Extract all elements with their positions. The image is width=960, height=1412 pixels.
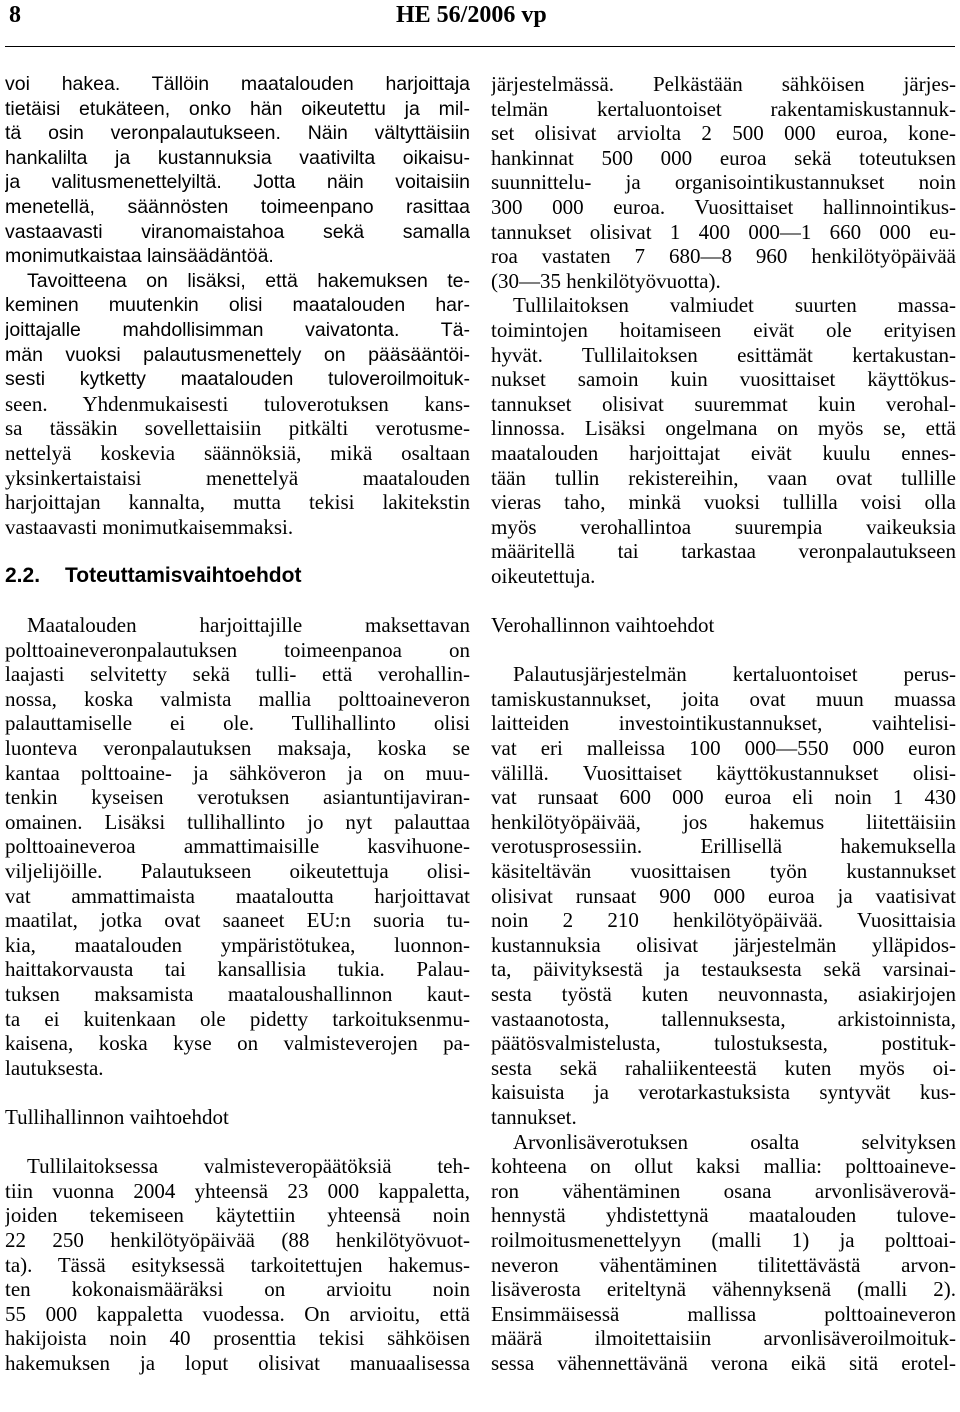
paragraph [5,1154,470,1375]
text-line: kaisuista ja verotarkastuksista syntyvät kus- [491,1080,956,1105]
text-line: noin 2 210 henkilötyöpäivää. Vuosittaisia [491,908,956,933]
text-line: välillä. Vuosittaiset käyttökustannukset olisi- [491,760,956,785]
text-line: (30—35 henkilötyövuotta). [491,268,721,293]
spacer [5,539,470,564]
text-line: polttoaineveronpalautuksen toimeenpanoa on [5,637,470,662]
text-line: hakijoista noin 40 prosenttia tekisi sähköisen [5,1326,470,1351]
text-line: ten kokonaismääräksi on arvioitu noin [5,1277,470,1302]
text-line: hakemuksen ja loput olisivat manuaalisessa [5,1350,470,1375]
text-line: viljelijöille. Palautukseen oikeutettuja olisi- [5,859,470,883]
text-line: Tullilaitoksessa valmisteveropäätöksiä teh- [27,1154,470,1179]
subheading: Tullihallinnon vaihtoehdot [5,1104,229,1129]
text-line: harjoittajan kannalta, mutta tekisi lakitekstin [5,490,470,515]
right-column [491,72,956,1375]
text-line: vastaanotosta, tallennuksesta, arkistoinnista, [491,1006,956,1031]
text-line: käsiteltävän vuosittaisen työn kustannukset [491,859,956,883]
text-line: ja valitusmenettelyiltä. Jotta näin voitaisiin [5,171,470,194]
text-line: hankalilta ja kustannuksia vaativilta oikaisu- [5,146,470,169]
text-line: kohteena on ollut kaksi mallia: polttoaineve- [491,1154,956,1179]
text-line: oikeutettuja. [491,563,596,588]
text-line: Maatalouden harjoittajille maksettavan [27,613,470,638]
text-line: keminen muutenkin olisi maatalouden har- [5,294,470,317]
text-line: ta, päivityksestä ja testauksesta sekä varsinai- [491,957,956,982]
text-line: määrä ilmoitettaisiin arvonlisäveroilmoituk- [491,1326,956,1351]
text-line: tenkin kyseisen verotuksen asiantuntijaviran- [5,785,470,810]
text-line: män vuoksi palautusmenettely on pääsääntöi- [5,343,470,366]
text-line: tannukset olisivat 1 400 000—1 660 000 eu- [491,219,956,244]
text-line: joittajalle mahdollisimman vaivatonta. Tä- [5,318,470,341]
text-line: tuksen maksamista maataloushallinnon kaut- [5,981,470,1006]
text-line: nukset samoin kuin vuosittaiset käyttökus- [491,367,956,392]
text-line: hyvät. Tullilaitoksen esittämät kertakustan- [491,342,956,367]
text-line: vieras taho, minkä vuoksi tullilla voisi olla [491,490,956,515]
text-line: tä osin veronpalautukseen. Näin vältyttäisiin [5,122,470,145]
text-line: henkilötyöpäivää, jos hakemus liitettäisiin [491,809,956,834]
text-line: ta). Tässä esityksessä tarkoitettujen hakemus- [5,1252,470,1277]
text-line: nettelyä koskevia säännöksiä, mikä osaltaan [5,440,470,465]
text-line: laajasti selvitetty sekä tulli- että verohallin- [5,662,470,687]
text-line: 22 250 henkilötyöpäivää (88 henkilötyövuot- [5,1227,470,1252]
text-line: Tavoitteena on lisäksi, että hakemuksen te- [27,269,470,292]
paragraph [5,269,470,392]
text-line: Arvonlisäverotuksen osalta selvityksen [513,1129,956,1154]
text-line: vat ammattimaista maataloutta harjoittavat [5,883,470,908]
text-line: sesti kytketty maatalouden tuloveroilmoituk- [5,368,470,391]
text-line: sesta sekä rahaliikenteestä kuten myös oi- [491,1055,956,1080]
text-line: Ensimmäisessä mallissa polttoaineveron [491,1301,956,1326]
text-line: yksinkertaistaisi menettelyä maatalouden [5,465,470,490]
text-line: lautuksesta. [5,1055,104,1080]
paragraph [5,613,470,1080]
subheading: Verohallinnon vaihtoehdot [491,613,715,638]
text-line: monimutkaistaa lainsäädäntöä. [5,245,274,268]
text-line: vastaavasti viranomaistahoa sekä samalla [5,220,470,243]
text-line: telmän kertaluontoiset rakentamiskustannuk- [491,96,956,121]
text-line: palauttamiselle ei ole. Tullihallinto olisi [5,711,470,736]
text-line: hennystä yhdistettynä maatalouden tulove- [491,1203,956,1228]
text-line: maatalouden harjoittajat eivät kuulu ennes- [491,440,956,465]
text-line: nossa, koska valmista mallia polttoaineveron [5,686,470,711]
text-line: tiin vuonna 2004 yhteensä 23 000 kappaletta, [5,1178,470,1203]
text-line: sesta työstä kuten neuvonnasta, asiakirjojen [491,981,956,1006]
text-line: haittakorvausta tai kansallisia tukia. Palau- [5,957,470,982]
paragraph [5,392,470,540]
left-column [5,72,470,1375]
paragraph [491,1130,956,1376]
text-line: joiden tekemiseen käytettiin yhteensä noin [5,1203,470,1228]
text-line: tannukset olisivat suuremmat kuin verohal- [491,391,956,416]
text-line: verotusprosessiin. Erillisellä hakemuksella [491,834,956,859]
spacer [5,588,470,613]
text-line: sessa vähennettävänä verona eikä sitä erotel- [491,1350,956,1375]
text-line: lisäverosta eriteltynä vähennyksenä (malli 2). [491,1277,956,1302]
header-rule [5,46,955,47]
spacer [5,1130,470,1155]
text-line: vat eri malleissa 100 000—550 000 euron [491,736,956,761]
text-line: luonteva veronpalautuksen maksaja, koska se [5,736,470,761]
section-number: 2.2. [5,563,41,587]
text-line: päätösvalmistelusta, tulostuksesta, postituk- [491,1031,956,1056]
text-line: kaisena, koska kyse on valmisteverojen pa- [5,1031,470,1056]
text-line: kantaa polttoaine- ja sähköveron ja on muu- [5,760,470,785]
text-line: hankinnat 500 000 euroa sekä toteutuksen [491,145,956,170]
paragraph [5,72,470,269]
paragraph [491,293,956,588]
text-line: polttoaineveroa ammattimaisille kasvihuone- [5,834,470,859]
text-line: 55 000 kappaletta vuodessa. On arvioitu, että [5,1301,470,1326]
text-line: menetellä, säännösten toimeenpano rasittaa [5,195,470,218]
spacer [491,588,956,613]
text-line: seen. Yhdenmukaisesti tuloverotuksen kans- [5,391,470,416]
text-line: kustannuksia olisivat järjestelmän ylläpidos- [491,932,956,957]
text-line: omainen. Lisäksi tullihallinto jo nyt palauttaa [5,809,470,834]
spacer [491,638,956,663]
text-line: ron vähentäminen osana arvonlisäverovä- [491,1178,956,1203]
text-line: suunnittelu- ja organisointikustannukset noin [491,170,956,195]
document-reference: HE 56/2006 vp [396,2,547,28]
text-line: laitteiden investointikustannukset, vaihtelisi- [491,711,956,736]
text-line: Tullilaitoksen valmiudet suurten massa- [513,293,956,318]
text-line: kia, maatalouden ympäristötukea, luonnon- [5,932,470,957]
text-line: olisivat runsaat 900 000 euroa ja vaatisivat [491,883,956,908]
text-line: sa tässäkin sovellettaisiin pitkälti verotusme- [5,416,470,441]
text-line: järjestelmässä. Pelkästään sähköisen järjes- [491,72,956,96]
text-line: ta ei kuitenkaan ole pidetty tarkoituksenmu- [5,1006,470,1031]
paragraph [491,662,956,1129]
text-line: tään tullin rekistereihin, vaan ovat tullille [491,465,956,490]
text-line: tietäisi etukäteen, onko hän oikeutettu ja mil- [5,97,470,120]
text-line: neveron vähentäminen tilitettävästä arvon- [491,1252,956,1277]
text-line: 300 000 euroa. Vuosittaiset hallinnointikus- [491,194,956,219]
text-line: tamiskustannukset, joita ovat muun muassa [491,686,956,711]
text-line: voi hakea. Tällöin maatalouden harjoittaja [5,73,470,95]
text-line: toimintojen hoitamiseen eivät ole erityisen [491,317,956,342]
paragraph [491,72,956,293]
section-title: Toteuttamisvaihtoehdot [65,563,302,587]
text-line: Palautusjärjestelmän kertaluontoiset perus- [513,662,956,687]
text-line: maatilat, jotka ovat saaneet EU:n suoria tu- [5,908,470,933]
page-number: 8 [9,2,21,28]
text-line: roilmoitusmenettelyyn (malli 1) ja polttoai- [491,1227,956,1252]
spacer [5,1080,470,1105]
text-line: set olisivat arviolta 2 500 000 euroa, kone- [491,121,956,146]
text-line: tannukset. [491,1104,577,1129]
text-line: roa vastaten 7 680—8 960 henkilötyöpäivää [491,244,956,269]
text-line: vat runsaat 600 000 euroa eli noin 1 430 [491,785,956,810]
text-line: linnossa. Lisäksi ongelmana on myös se, että [491,416,956,441]
page-header [0,0,960,40]
text-line: vastaavasti monimutkaisemmaksi. [5,514,294,539]
text-line: myös verohallintoa suurempia vaikeuksia [491,514,956,539]
section-heading [5,564,470,589]
text-line: määritellä tai tarkastaa veronpalautukseen [491,539,956,564]
